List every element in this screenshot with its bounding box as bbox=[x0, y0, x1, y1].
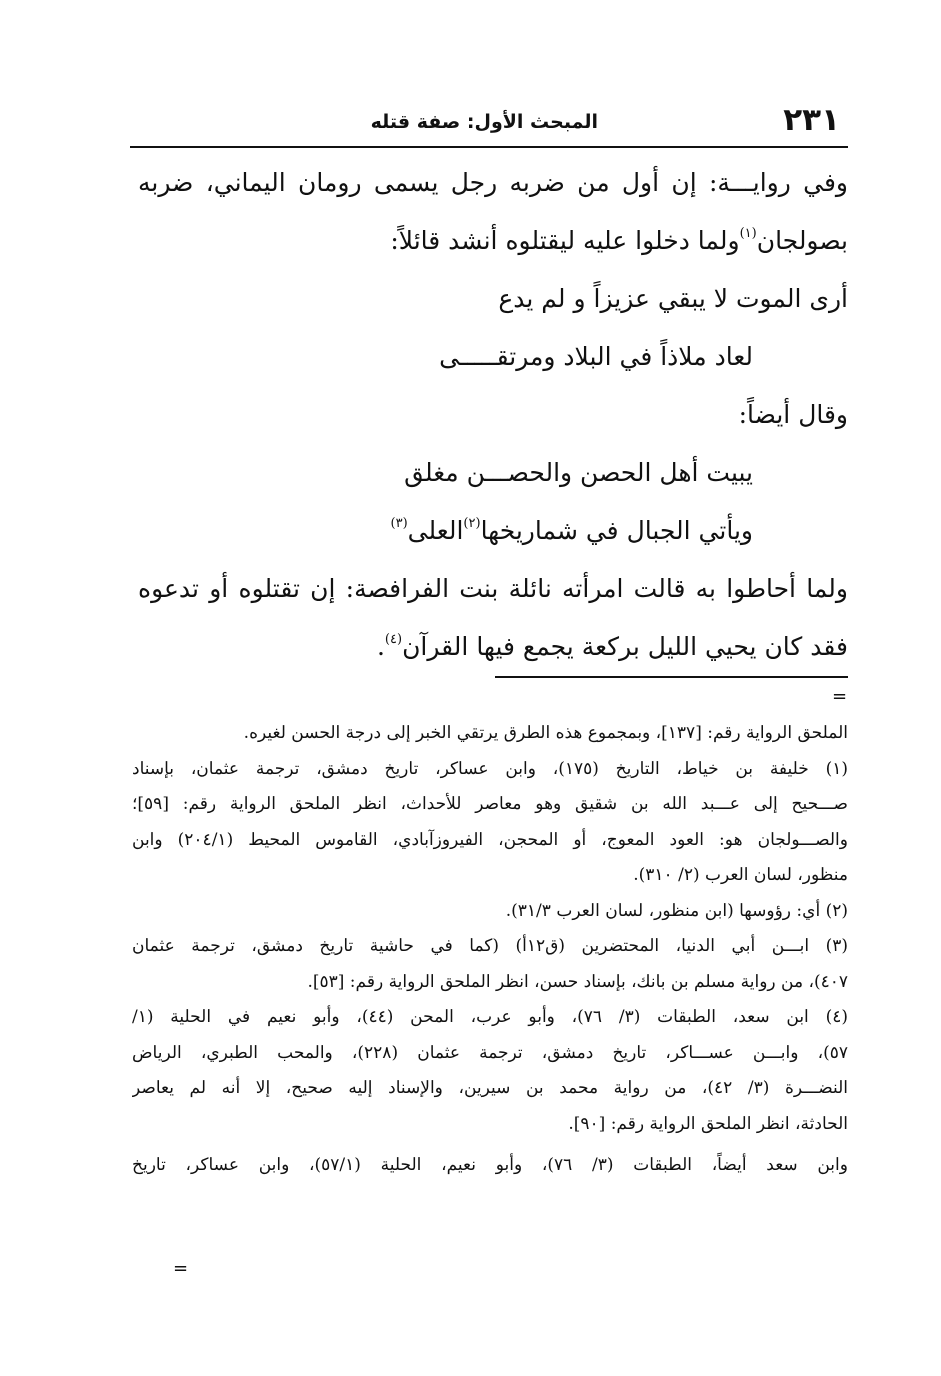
verse-line: أرى الموت لا يبقي عزيزاً و لم يدع bbox=[498, 284, 848, 313]
body-line: ولما أحاطوا به قالت امرأته نائلة بنت الفرافصة: إن تقتلوه أو تدعوه bbox=[138, 574, 848, 603]
footnote-line: صـــحيح إلى عـــبد الله بن شقيق وهو معاصر للأحداث، انظر الملحق الرواية رقم: [٥٩]؛ bbox=[132, 794, 848, 814]
footnote-ref-4[interactable]: (٤) bbox=[384, 632, 403, 647]
footnote-line: ٤٠٧)، من رواية مسلم بن بانك، بإسناد حسن، انظر الملحق الرواية رقم: [٥٣]. bbox=[307, 971, 848, 992]
body-line bbox=[138, 212, 848, 270]
footnote-line: (٢) أي: رؤوسها (ابن منظور، لسان العرب ٣١/٣). bbox=[505, 900, 848, 921]
footnote-line: ٥٧)، وابـــن عســـاكر، تاريخ دمشق، ترجمة عثمان (٢٢٨)، والمحب الطبري، الرياض bbox=[132, 1042, 848, 1063]
footnote-line: (٤) ابن سعد، الطبقات (٣/ ٧٦)، وأبو عرب، المحن (٤٤)، وأبو نعيم في الحلية (١/ bbox=[132, 1007, 848, 1027]
main-text bbox=[138, 154, 848, 676]
page-number: ٢٣١ bbox=[783, 102, 840, 138]
footnote-line: الملحق الرواية رقم: [١٣٧]، وبمجموع هذه الطرق يرتقي الخبر إلى درجة الحسن لغيره. bbox=[243, 723, 848, 743]
footnote-ref-3[interactable]: (٣) bbox=[390, 516, 408, 531]
continuation-mark-bottom: = bbox=[173, 1258, 189, 1279]
footnote-ref-2[interactable]: (٢) bbox=[463, 516, 481, 531]
footnote-ref-1[interactable]: (١) bbox=[739, 226, 757, 241]
footnote-line: وابن سعد أيضاً، الطبقات (٣/ ٧٦)، وأبو نعيم، الحلية (٥٧/١)، وابن عساكر، تاريخ bbox=[132, 1155, 848, 1175]
body-line-text: . bbox=[376, 632, 385, 661]
verse-line: لعاد ملاذاً في البلاد ومرتقـــــى bbox=[439, 342, 753, 371]
header-rule bbox=[130, 146, 848, 148]
body-line bbox=[138, 618, 848, 676]
verse-line-text: العلى bbox=[407, 516, 464, 545]
body-line: وفي روايـــة: إن أول من ضربه رجل يسمى رومان اليماني، ضربه bbox=[138, 168, 848, 197]
body-line-text: فقد كان يحيي الليل بركعة يجمع فيها القرآن bbox=[402, 632, 848, 661]
body-line: وقال أيضاً: bbox=[738, 400, 848, 429]
footnote-separator bbox=[495, 676, 848, 678]
body-line-text: بصولجان bbox=[756, 226, 848, 255]
footnote-line: (١) خليفة بن خياط، التاريخ (١٧٥)، وابن عساكر، تاريخ دمشق، ترجمة عثمان، بإسناد bbox=[132, 758, 848, 779]
footnote-line: النضـــرة (٣/ ٤٢)، من رواية محمد بن سيرين، والإسناد إليه صحيح، إلا أنه لم يعاصر bbox=[132, 1078, 848, 1098]
footnotes bbox=[132, 716, 848, 1184]
page-header bbox=[130, 100, 848, 144]
footnote-line: منظور، لسان العرب (٢/ ٣١٠). bbox=[633, 865, 848, 885]
verse-line-text: ويأتي الجبال في شماريخها bbox=[480, 516, 753, 545]
footnote-line: الحادثة، انظر الملحق الرواية رقم: [٩٠]. bbox=[568, 1113, 848, 1134]
continuation-mark-top: = bbox=[832, 686, 848, 707]
footnote-line: والصـــولجان هو: العود المعوج، أو المحجن، الفيروزآبادي، القاموس المحيط (٢٠٤/١) وابن bbox=[132, 829, 848, 850]
body-line-text: ولما دخلوا عليه ليقتلوه أنشد قائلاً: bbox=[390, 226, 740, 255]
verse-line bbox=[138, 502, 848, 560]
verse-line: يبيت أهل الحصن والحصـــن مغلق bbox=[404, 458, 753, 487]
footnote-line: (٣) ابـــن أبي الدنيا، المحتضرين (ق١٢أ) (كما في حاشية تاريخ دمشق، ترجمة عثمان bbox=[132, 936, 848, 956]
running-title: المبحث الأول: صفة قتله bbox=[370, 111, 598, 133]
